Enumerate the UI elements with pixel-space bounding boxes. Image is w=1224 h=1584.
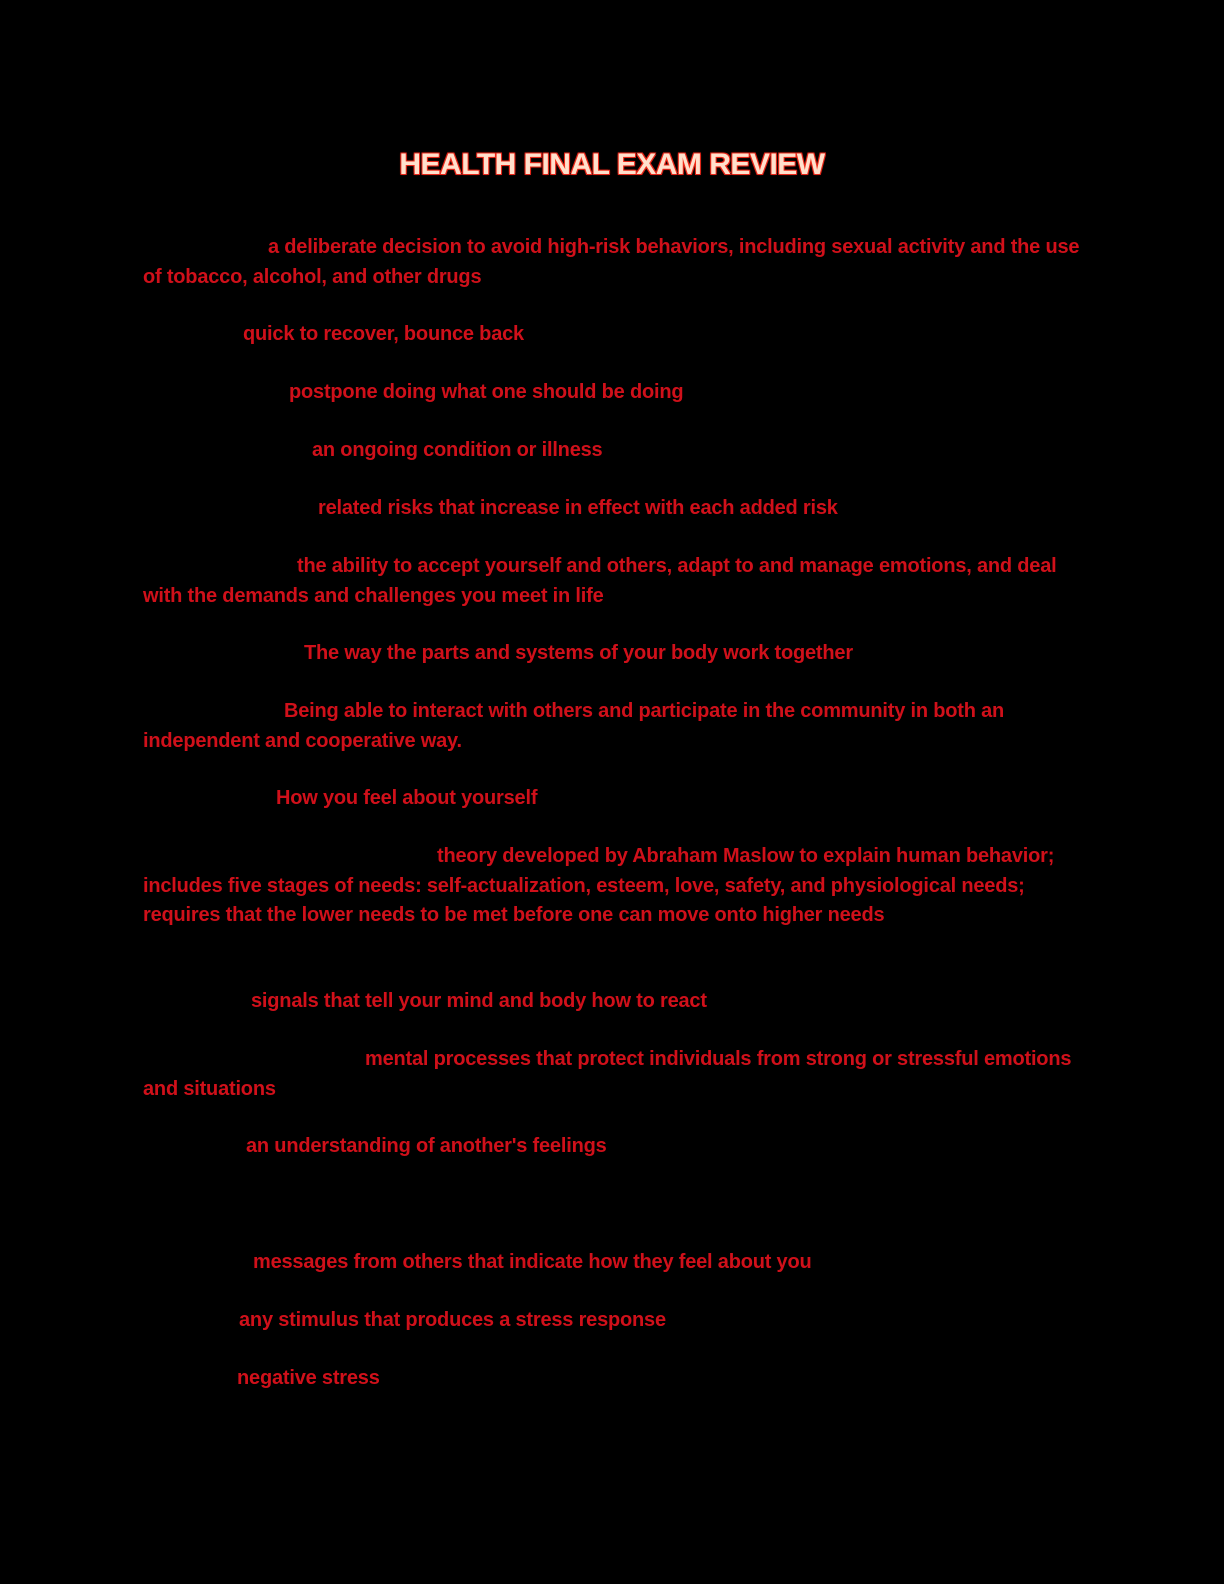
definition-entry-9 [143, 784, 1083, 814]
definition-text: messages from others that indicate how they feel about you [253, 1251, 812, 1273]
definition-entry-15 [143, 1306, 1083, 1336]
definition-text: How you feel about yourself [276, 787, 538, 809]
definition-entry-7 [143, 639, 1083, 669]
definition-text: related risks that increase in effect with each added risk [318, 497, 838, 519]
definition-text: theory developed by Abraham Maslow to explain human behavior; includes five stages of needs: self-actualization, esteem, love, safety, and physiological needs; requires that the lower needs to be met before one can move onto higher needs [143, 845, 1055, 926]
definition-entry-3 [143, 378, 1083, 408]
definition-text: an ongoing condition or illness [312, 439, 603, 461]
definition-text: quick to recover, bounce back [243, 323, 524, 345]
page-title: HEALTH FINAL EXAM REVIEW [399, 148, 825, 181]
definition-entry-13 [143, 1132, 1083, 1162]
definition-text: mental processes that protect individuals from strong or stressful emotions and situations [143, 1048, 1072, 1100]
definition-text: negative stress [237, 1367, 380, 1389]
definition-entry-4 [143, 436, 1083, 466]
definition-entry-10 [143, 842, 1083, 931]
definition-text: signals that tell your mind and body how to react [251, 990, 707, 1012]
definition-text: any stimulus that produces a stress response [239, 1309, 666, 1331]
definition-entry-8 [143, 697, 1083, 756]
definition-text: an understanding of another's feelings [246, 1135, 607, 1157]
definition-text: a deliberate decision to avoid high-risk behaviors, including sexual activity and the use of tobacco, alcohol, and other drugs [143, 236, 1080, 288]
definition-entry-12 [143, 1045, 1083, 1104]
definition-text: Being able to interact with others and participate in the community in both an independent and cooperative way. [143, 700, 1005, 752]
definition-text: postpone doing what one should be doing [289, 381, 684, 403]
definition-entry-2 [143, 320, 1083, 350]
definition-entry-16 [143, 1364, 1083, 1394]
definition-entry-11 [143, 987, 1083, 1017]
definition-entry-6 [143, 552, 1083, 611]
definition-text: The way the parts and systems of your body work together [304, 642, 853, 664]
definition-entry-14 [143, 1248, 1083, 1278]
definition-entry-5 [143, 494, 1083, 524]
definition-text: the ability to accept yourself and others, adapt to and manage emotions, and deal with the demands and challenges you meet in life [143, 555, 1057, 607]
definition-entry-1 [143, 233, 1083, 292]
